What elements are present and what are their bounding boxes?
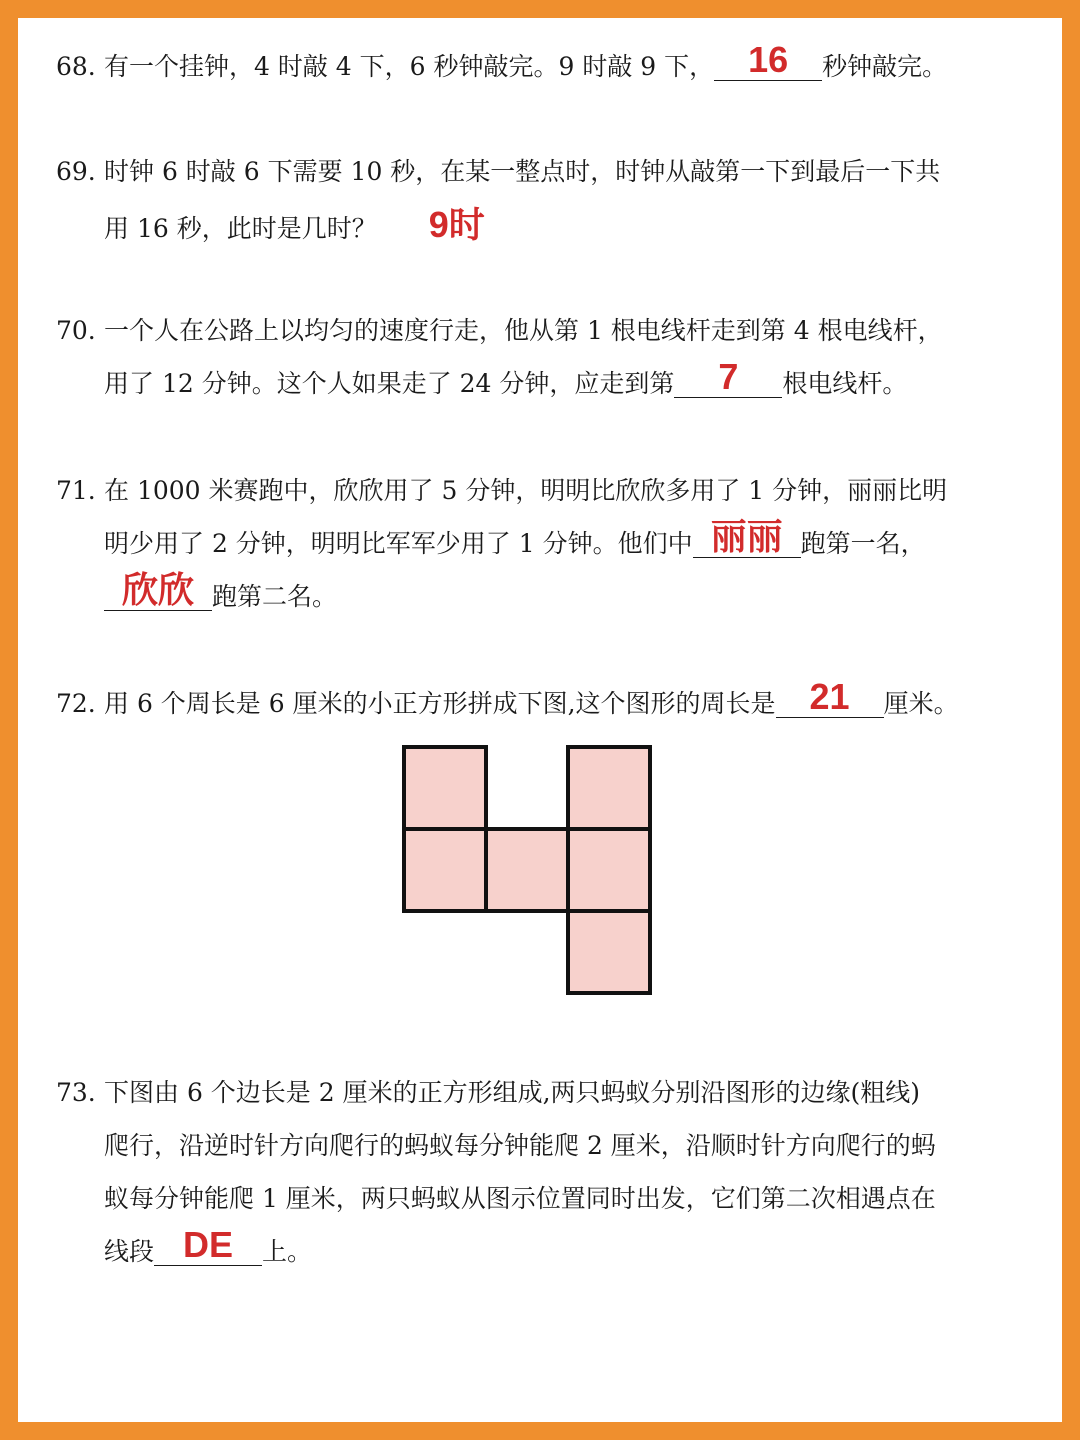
- question-text: 爬行，沿逆时针方向爬行的蚂蚁每分钟能爬 2 厘米，沿顺时针方向爬行的蚂: [104, 1131, 936, 1160]
- question-number: 69.: [56, 157, 96, 186]
- question-text: 时钟 6 时敲 6 下需要 10 秒，在某一整点时，时钟从敲第一下到最后一下共: [104, 157, 941, 186]
- question-text: 蚁每分钟能爬 1 厘米，两只蚂蚁从图示位置同时出发，它们第二次相遇点在: [104, 1184, 936, 1213]
- question-number: 72.: [56, 689, 96, 718]
- figure-square: [404, 829, 486, 911]
- figure-square: [404, 747, 486, 829]
- question-text: 有一个挂钟，4 时敲 4 下，6 秒钟敲完。9 时敲 9 下，: [104, 52, 715, 81]
- question-number: 70.: [56, 316, 96, 345]
- question-text: 用 16 秒，此时是几时？: [104, 214, 377, 243]
- question-73: [56, 1066, 1002, 1278]
- answer-blank: [154, 1224, 262, 1266]
- answer-text: 丽丽: [710, 516, 783, 557]
- answer-text: 21: [809, 676, 850, 717]
- question-number: 68.: [56, 52, 96, 81]
- answer-text: DE: [183, 1224, 234, 1265]
- question-text: 下图由 6 个边长是 2 厘米的正方形组成,两只蚂蚁分别沿图形的边缘(粗线): [104, 1078, 921, 1107]
- question-text: 一个人在公路上以均匀的速度行走，他从第 1 根电线杆走到第 4 根电线杆，: [104, 316, 943, 345]
- question-text: 秒钟敲完。: [822, 52, 948, 81]
- worksheet-page: [18, 18, 1062, 1422]
- figure-square: [568, 911, 650, 993]
- question-text: 上。: [262, 1237, 313, 1266]
- question-text: 明少用了 2 分钟，明明比军军少用了 1 分钟。他们中: [104, 529, 693, 558]
- answer-text: 7: [718, 356, 739, 397]
- question-text: 用了 12 分钟。这个人如果走了 24 分钟，应走到第: [104, 369, 675, 398]
- answer-text: 欣欣: [121, 569, 194, 610]
- question-text: 跑第一名，: [800, 529, 926, 558]
- figure-square: [568, 829, 650, 911]
- question-text: 厘米。: [883, 689, 959, 718]
- answer-text: 9时: [428, 204, 485, 245]
- figure-square: [486, 829, 568, 911]
- question-text: 用 6 个周长是 6 厘米的小正方形拼成下图,这个图形的周长是: [104, 689, 776, 718]
- question-text: 根电线杆。: [782, 369, 908, 398]
- question-text: 在 1000 米赛跑中，欣欣用了 5 分钟，明明比欣欣多用了 1 分钟，丽丽比明: [104, 476, 948, 505]
- question-text: 跑第二名。: [212, 582, 338, 611]
- answer-text: 16: [748, 39, 789, 80]
- question-text: 线段: [104, 1237, 155, 1266]
- question-number: 71.: [56, 476, 96, 505]
- figure-square: [568, 747, 650, 829]
- question-number: 73.: [56, 1078, 96, 1107]
